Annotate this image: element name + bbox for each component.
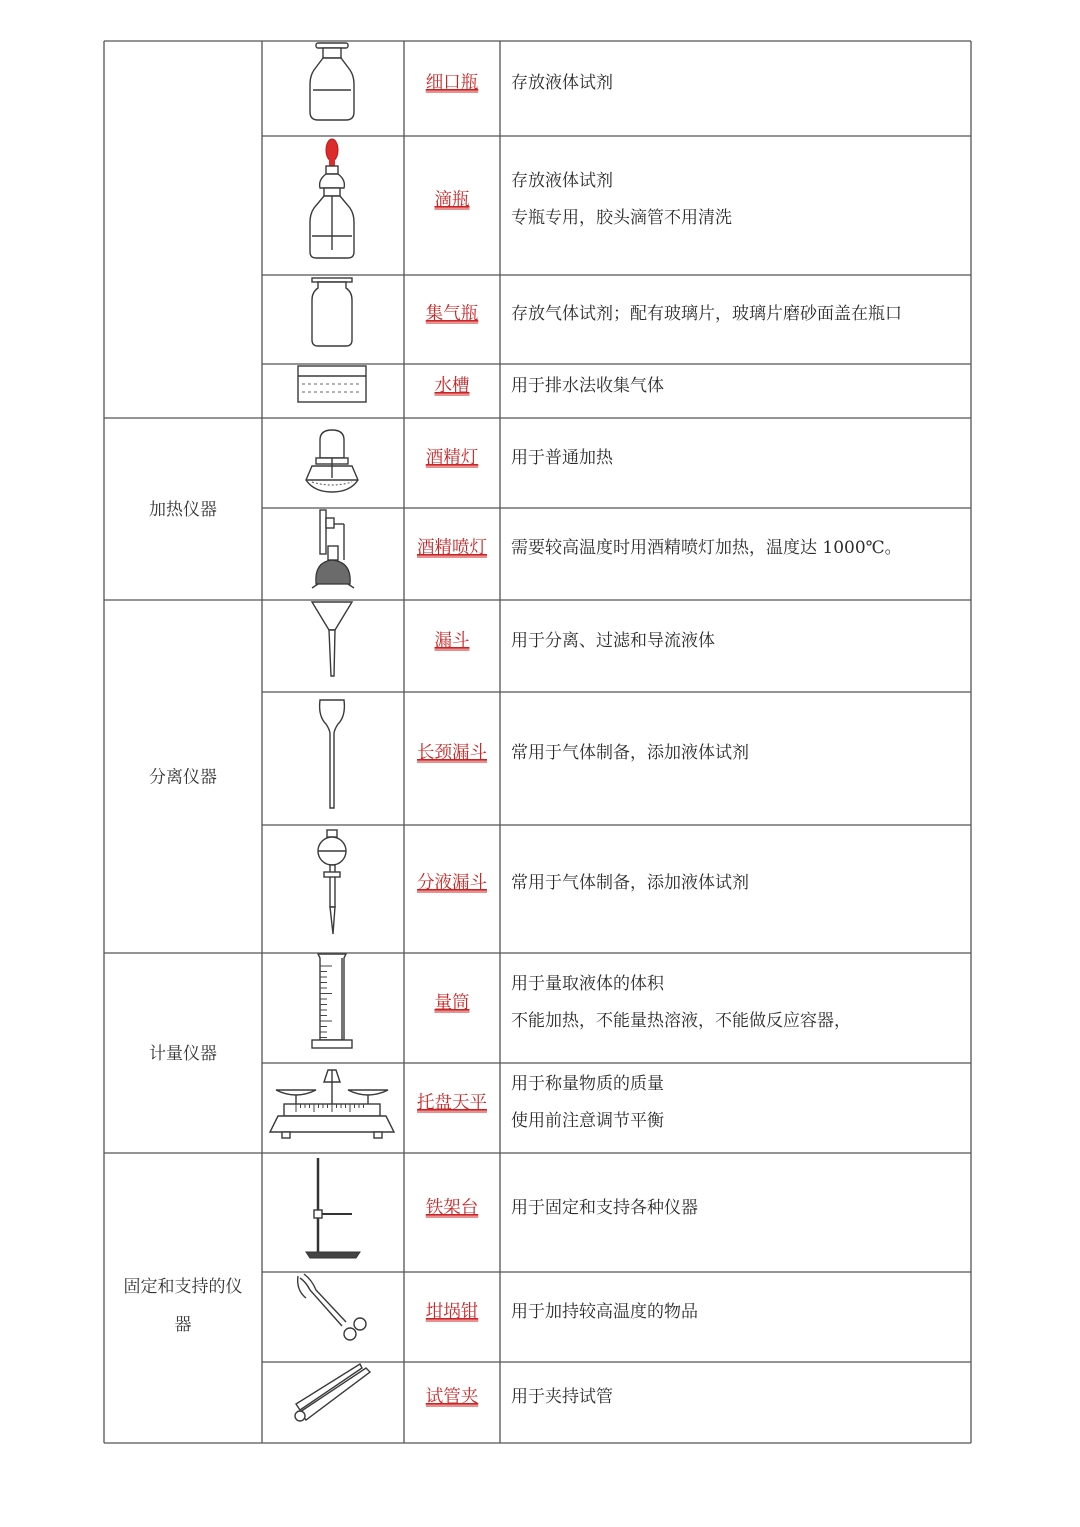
apparatus-description: 专瓶专用，胶头滴管不用清洗 [511,208,732,228]
category-label-cont: 器 [174,1315,192,1335]
category-label: 计量仪器 [149,1044,217,1064]
apparatus-description: 用于排水法收集气体 [511,376,664,396]
category-label: 加热仪器 [149,500,217,520]
apparatus-description: 用于固定和支持各种仪器 [511,1198,698,1218]
test-tube-clamp-icon [295,1364,370,1421]
gas-jar-icon [312,278,352,346]
apparatus-name: 水槽 [434,376,470,396]
apparatus-name: 长颈漏斗 [417,743,487,763]
apparatus-description: 需要较高温度时用酒精喷灯加热，温度达 1000℃。 [511,538,902,558]
apparatus-name: 漏斗 [434,631,470,651]
apparatus-name: 酒精灯 [425,448,479,468]
apparatus-description: 常用于气体制备，添加液体试剂 [511,873,749,893]
apparatus-name: 分液漏斗 [417,873,487,893]
graduated-cylinder-icon [312,954,352,1048]
alcohol-blowtorch-icon [312,510,354,588]
balance-scale-icon [270,1070,394,1138]
apparatus-name: 坩埚钳 [425,1302,479,1322]
category-label: 分离仪器 [149,767,217,788]
apparatus-description: 不能加热，不能量热溶液，不能做反应容器， [511,1011,851,1031]
apparatus-description: 用于普通加热 [511,448,613,468]
iron-stand-icon [306,1158,360,1258]
apparatus-description: 用于加持较高温度的物品 [511,1302,698,1322]
alcohol-lamp-icon [306,430,358,492]
funnel-icon [312,602,352,676]
apparatus-description: 常用于气体制备，添加液体试剂 [511,743,749,763]
apparatus-description: 使用前注意调节平衡 [511,1111,664,1131]
apparatus-name: 酒精喷灯 [417,538,487,558]
apparatus-description: 存放液体试剂 [511,171,613,191]
apparatus-name: 细口瓶 [425,73,479,93]
separatory-funnel-icon [318,830,346,934]
apparatus-name: 滴瓶 [434,190,470,210]
apparatus-name: 试管夹 [425,1387,479,1407]
dropper-bottle-icon [310,139,354,258]
apparatus-name: 集气瓶 [425,304,479,324]
long-neck-funnel-icon [320,700,345,808]
apparatus-name: 铁架台 [425,1198,479,1218]
category-label: 固定和支持的仪 [123,1277,243,1297]
apparatus-description: 存放液体试剂 [511,73,613,93]
apparatus-name: 托盘天平 [417,1093,487,1113]
apparatus-description: 用于量取液体的体积 [511,974,664,994]
apparatus-description: 用于夹持试管 [511,1387,613,1407]
apparatus-description: 用于称量物质的质量 [511,1074,664,1094]
apparatus-description: 存放气体试剂；配有玻璃片，玻璃片磨砂面盖在瓶口 [511,304,902,324]
crucible-tongs-icon [298,1274,366,1340]
apparatus-name: 量筒 [434,993,470,1013]
narrow-mouth-bottle-icon [310,43,354,120]
apparatus-description: 用于分离、过滤和导流液体 [511,631,715,651]
water-trough-icon [298,366,366,402]
